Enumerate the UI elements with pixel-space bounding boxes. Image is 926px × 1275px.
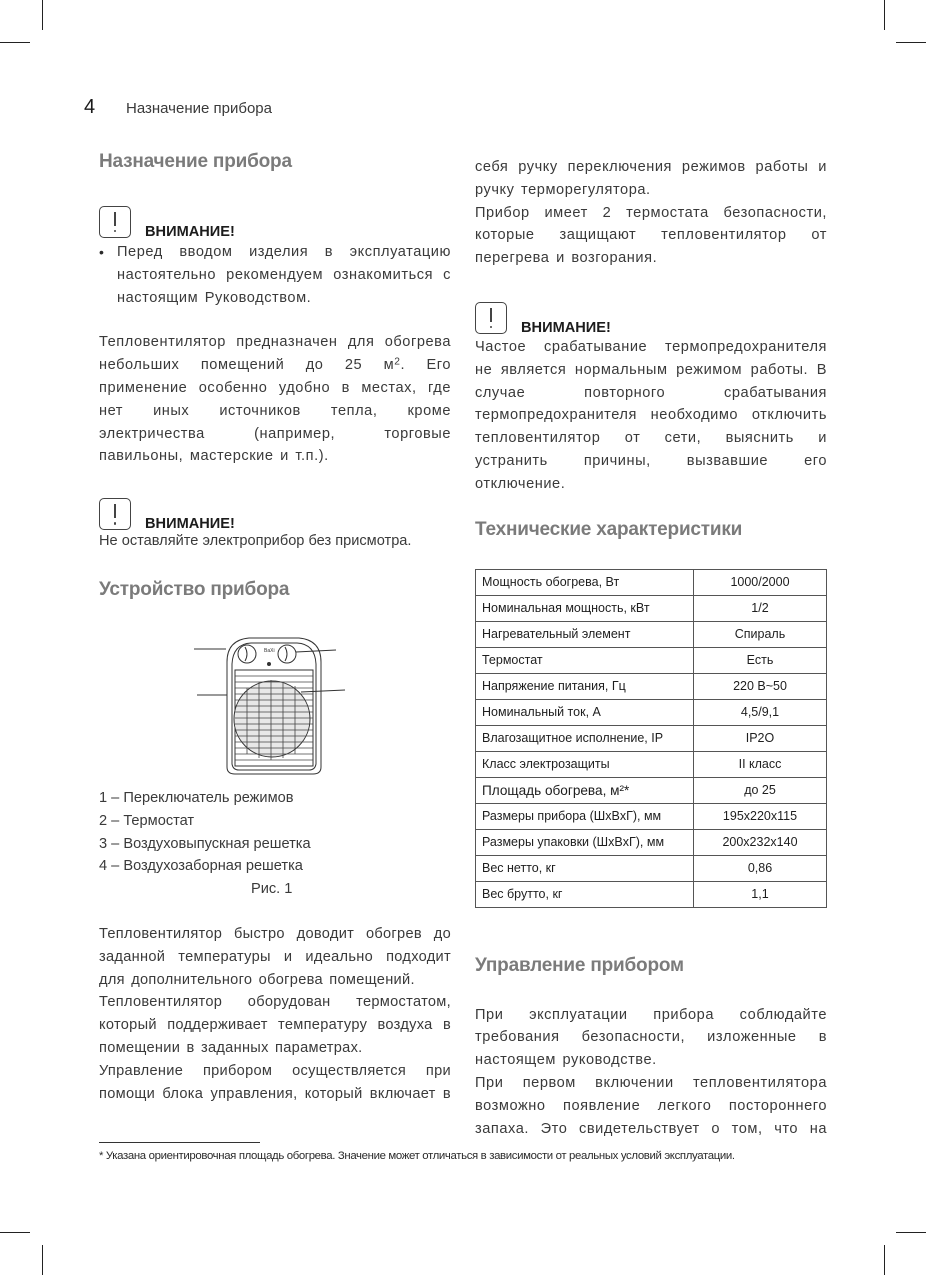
spec-row [476, 881, 827, 907]
footnote-rule [99, 1142, 260, 1143]
legend-item: 4 – Воздухозаборная решетка [99, 858, 303, 875]
running-head [84, 96, 272, 118]
spec-row [476, 699, 827, 725]
legend-item: 3 – Воздуховыпускная решетка [99, 835, 311, 852]
spec-param: Площадь обогрева, м²* [476, 777, 694, 803]
bullet-item [99, 241, 451, 309]
crop-mark [896, 1232, 926, 1233]
spec-param: Размеры прибора (ШxВxГ), мм [476, 803, 694, 829]
spec-param: Влагозащитное исполнение, IP [476, 725, 694, 751]
spec-row [476, 829, 827, 855]
warning-text: Не оставляйте электроприбор без присмотра. [99, 533, 412, 550]
crop-mark [42, 1245, 43, 1275]
specifications-table [475, 569, 827, 908]
spec-param: Размеры упаковки (ШxВxГ), мм [476, 829, 694, 855]
continued-paragraph: Прибор имеет 2 термостата безопасности, которые защищают тепловентилятор от перегрева и возгорания. [475, 204, 827, 267]
warning-text: Частое срабатывание термопредохранителя не является нормальным режимом работы. В случае повторного срабатывания термопредохранителя необходимо отключить тепловентилятор от сети, выяснить и устранить причины, вызвавшие его отключение. [475, 338, 827, 492]
crop-mark [884, 1245, 885, 1275]
spec-value: Есть [694, 647, 827, 673]
spec-row [476, 777, 827, 803]
right-column [475, 156, 827, 1140]
spec-value: 1,1 [694, 881, 827, 907]
spec-param: Вес брутто, кг [476, 881, 694, 907]
spec-row [476, 647, 827, 673]
device-paragraph: Тепловентилятор быстро доводит обогрев до заданной температуры и идеально подходит для дополнительного обогрева помещений. [99, 925, 451, 988]
spec-row [476, 725, 827, 751]
leader-line-4 [301, 690, 345, 692]
spec-param: Номинальная мощность, кВт [476, 595, 694, 621]
warning-block [475, 300, 827, 334]
spec-value: 1000/2000 [694, 569, 827, 595]
figure-legend [99, 787, 451, 901]
spec-value: до 25 [694, 777, 827, 803]
section-heading-purpose: Назначение прибора [99, 151, 292, 172]
spec-row [476, 621, 827, 647]
crop-mark [884, 0, 885, 30]
spec-value: II класс [694, 751, 827, 777]
warning-icon [99, 206, 131, 238]
legend-item: 2 – Термостат [99, 812, 195, 829]
spec-value: 0,86 [694, 855, 827, 881]
legend-item: 1 – Переключатель режимов [99, 789, 294, 806]
device-paragraph: Тепловентилятор оборудован термостатом, который поддерживает температуру воздуха в помещении в заданных параметрах. [99, 994, 451, 1056]
warning-icon [475, 302, 507, 334]
spec-param: Мощность обогрева, Вт [476, 569, 694, 595]
spec-param: Номинальный ток, А [476, 699, 694, 725]
section-heading-specs: Технические характеристики [475, 518, 743, 540]
crop-mark [0, 42, 30, 43]
continued-paragraph: себя ручку переключения режимов работы и ручку терморегулятора. [475, 159, 827, 198]
spec-row [476, 855, 827, 881]
spec-value: 220 В~50 [694, 673, 827, 699]
section-heading-control: Управление прибором [475, 954, 684, 976]
spec-param: Нагревательный элемент [476, 621, 694, 647]
spec-value: Спираль [694, 621, 827, 647]
left-column [99, 150, 451, 1105]
spec-param: Класс электрозащиты [476, 751, 694, 777]
control-paragraph: При эксплуатации прибора соблюдайте требования безопасности, изложенные в настоящем руководстве. [475, 1006, 827, 1069]
purpose-paragraph: Тепловентилятор предназначен для обогрева небольших помещений до 25 $м^2$. Его применение особенно удобно в местах, где нет иных источников тепла, кроме электричества (например, торговые павильоны, мастерские и т.п.). [99, 334, 451, 465]
page-number: 4 [84, 96, 96, 118]
spec-value: 200x232x140 [694, 829, 827, 855]
fan-heater-illustration [99, 632, 451, 782]
spec-value: IP2O [694, 725, 827, 751]
warning-block [99, 204, 451, 238]
spec-param: Вес нетто, кг [476, 855, 694, 881]
leader-line-2 [296, 650, 336, 652]
svg-text:BaXi: BaXi [264, 647, 275, 654]
bullet-icon: • [99, 244, 104, 260]
spec-param: Напряжение питания, Гц [476, 673, 694, 699]
device-paragraph: Управление прибором осуществляется при помощи блока управления, который включает в [99, 1062, 451, 1102]
fan-disk [234, 681, 310, 757]
spec-param: Термостат [476, 647, 694, 673]
section-heading-device: Устройство прибора [99, 578, 290, 600]
control-paragraph: При первом включении тепловентилятора возможно появление легкого постороннего запаха. Это свидетельствует о том, что на [475, 1074, 827, 1137]
spec-value: 4,5/9,1 [694, 699, 827, 725]
warning-label: ВНИМАНИЕ! [145, 224, 235, 240]
spec-row [476, 673, 827, 699]
spec-row [476, 595, 827, 621]
spec-value: 195x220x115 [694, 803, 827, 829]
spec-row [476, 751, 827, 777]
crop-mark [42, 0, 43, 30]
crop-mark [896, 42, 926, 43]
spec-row [476, 569, 827, 595]
spec-row [476, 803, 827, 829]
running-head-title: Назначение прибора [126, 100, 272, 117]
warning-label: ВНИМАНИЕ! [145, 516, 235, 533]
heater-figure [99, 632, 451, 782]
warning-icon [99, 498, 131, 530]
crop-mark [0, 1232, 30, 1233]
figure-caption: Рис. 1 [251, 881, 293, 898]
warning-label: ВНИМАНИЕ! [521, 319, 611, 336]
warning-block [99, 496, 451, 533]
bullet-text: Перед вводом изделия в эксплуатацию настоятельно рекомендуем ознакомиться с настоящим Руководством. [117, 244, 451, 306]
spec-value: 1/2 [694, 595, 827, 621]
footnote: * Указана ориентировочная площадь обогрева. Значение может отличаться в зависимости от реальных условий эксплуатации. [99, 1150, 735, 1162]
